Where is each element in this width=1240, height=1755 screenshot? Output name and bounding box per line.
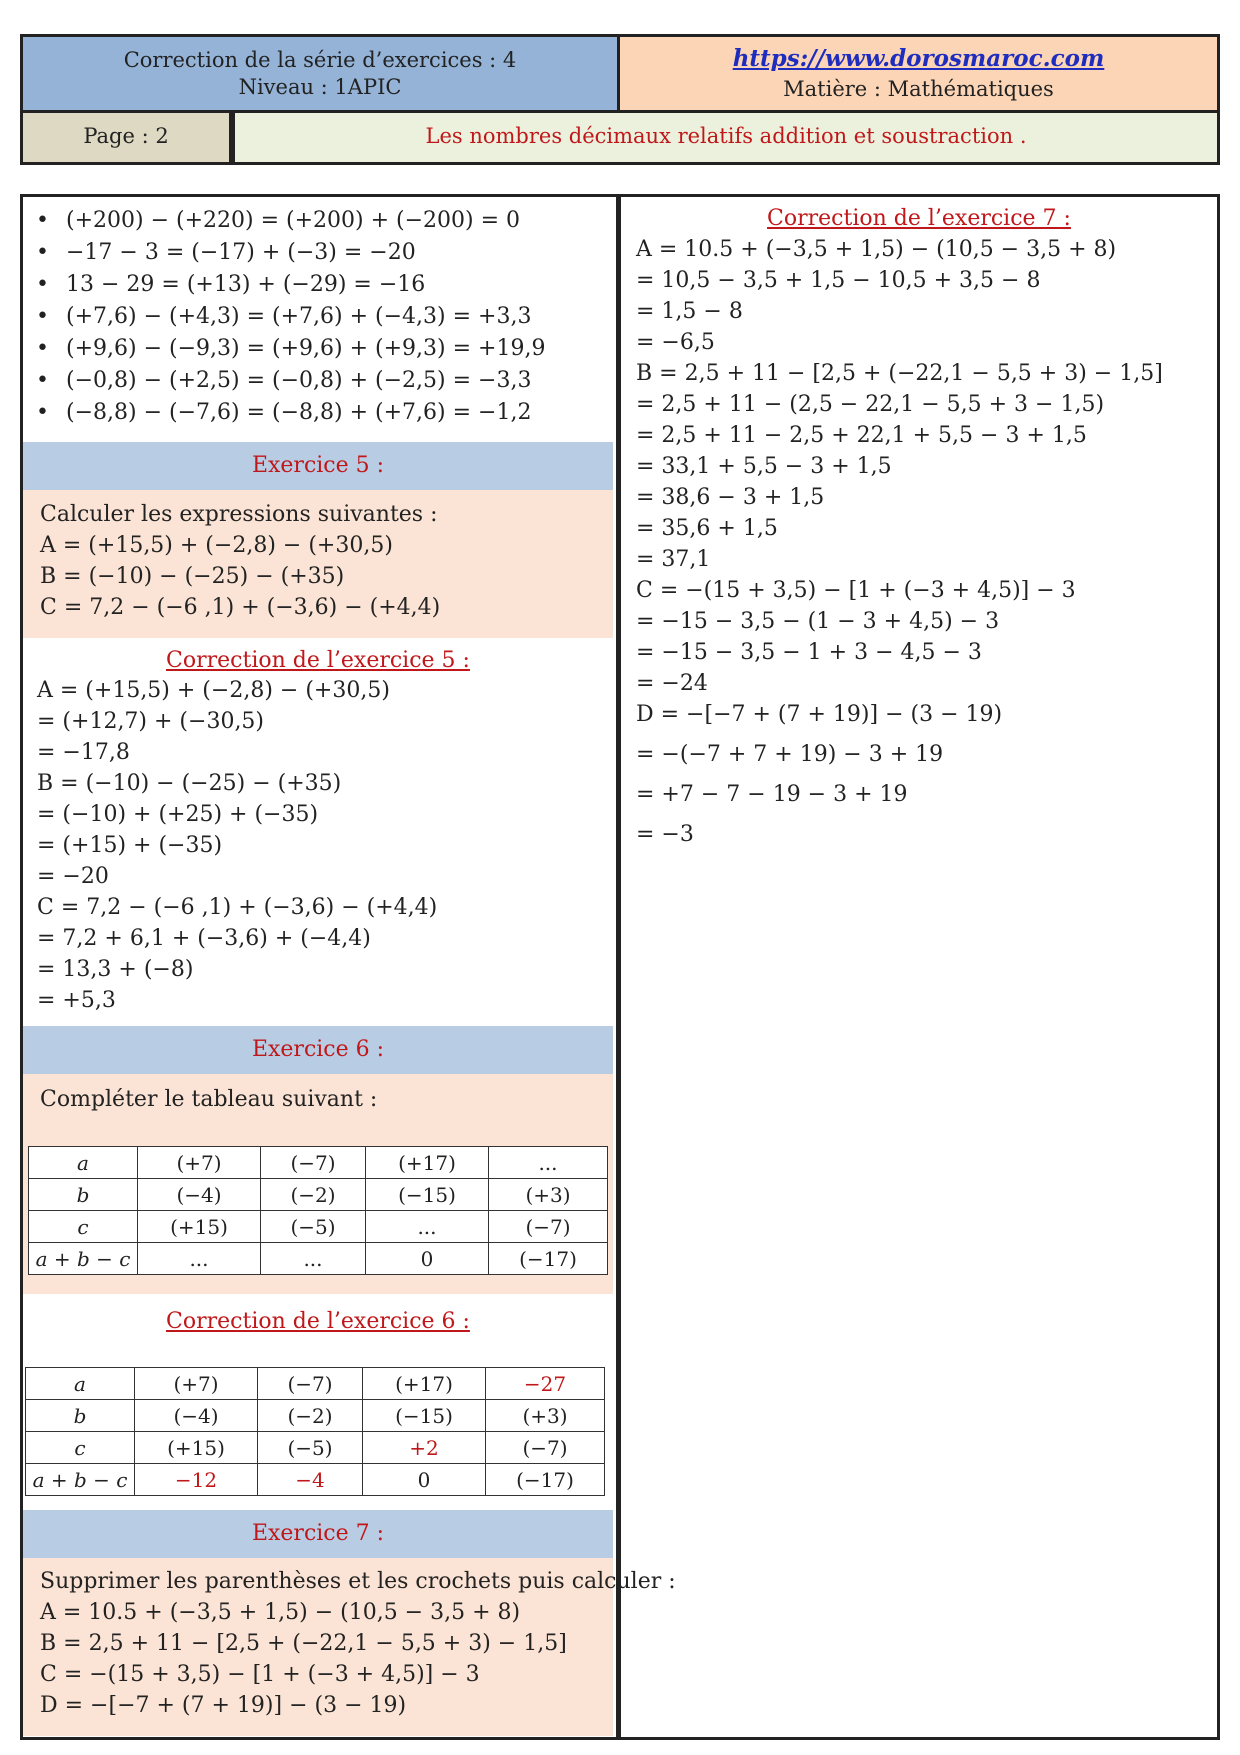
list-item: • −17 − 3 = (−17) + (−3) = −20: [66, 239, 416, 267]
correction-7-line: = 1,5 − 8: [636, 299, 743, 324]
table-cell: 0: [363, 1464, 486, 1496]
correction-5-line: C = 7,2 − (−6 ,1) + (−3,6) − (+4,4): [37, 895, 438, 920]
list-item: • (+200) − (+220) = (+200) + (−200) = 0: [66, 207, 520, 235]
correction-7-line: = 35,6 + 1,5: [636, 516, 778, 541]
table-cell: (+3): [489, 1179, 608, 1211]
correction-7-line: = 37,1: [636, 547, 711, 572]
correction-5-line: = (+12,7) + (−30,5): [37, 709, 265, 734]
table-cell: c: [29, 1211, 138, 1243]
table-cell: ...: [489, 1147, 608, 1179]
table-cell: a + b − c: [26, 1464, 135, 1496]
correction-7-line: = −15 − 3,5 − 1 + 3 − 4,5 − 3: [636, 640, 982, 665]
table-cell: (−4): [138, 1179, 261, 1211]
correction-6-title: Correction de l’exercice 6 :: [166, 1309, 470, 1334]
list-item: • (−8,8) − (−7,6) = (−8,8) + (+7,6) = −1,2: [66, 399, 531, 427]
exercise-7-line: C = −(15 + 3,5) − [1 + (−3 + 4,5)] − 3: [40, 1662, 480, 1687]
correction-5-line: = (+15) + (−35): [37, 833, 223, 858]
exercise-5-line: B = (−10) − (−25) − (+35): [40, 564, 345, 589]
table-cell: (−5): [258, 1432, 363, 1464]
exercise-5-title: Exercice 5 :: [23, 442, 613, 490]
table-cell: (+7): [135, 1368, 258, 1400]
table-cell: c: [26, 1432, 135, 1464]
exercise-5-line: A = (+15,5) + (−2,8) − (+30,5): [40, 533, 393, 558]
correction-7-line: = 38,6 − 3 + 1,5: [636, 485, 825, 510]
table-row: [29, 1179, 608, 1211]
table-row: [26, 1368, 605, 1400]
page-number: Page : 2: [20, 113, 232, 165]
exercise-7-line: A = 10.5 + (−3,5 + 1,5) − (10,5 − 3,5 + 8): [40, 1600, 521, 1625]
correction-7-line: = 33,1 + 5,5 − 3 + 1,5: [636, 454, 892, 479]
correction-5-line: = 13,3 + (−8): [37, 957, 194, 982]
correction-5-line: A = (+15,5) + (−2,8) − (+30,5): [37, 678, 390, 703]
table-cell: b: [26, 1400, 135, 1432]
level-label: Niveau : 1APIC: [238, 75, 402, 99]
table-cell: (+3): [486, 1400, 605, 1432]
correction-7-line: = −24: [636, 671, 708, 696]
table-row: [26, 1464, 605, 1496]
correction-7-line: = −6,5: [636, 330, 715, 355]
table-cell: (−7): [486, 1432, 605, 1464]
table-cell: a + b − c: [29, 1243, 138, 1275]
table-cell: ...: [261, 1243, 366, 1275]
table-cell: (−5): [261, 1211, 366, 1243]
correction-5-line: = 7,2 + 6,1 + (−3,6) + (−4,4): [37, 926, 371, 951]
list-item: • (+7,6) − (+4,3) = (+7,6) + (−4,3) = +3,3: [66, 303, 531, 331]
table-cell: (+17): [366, 1147, 489, 1179]
topic-title: Les nombres décimaux relatifs addition et soustraction .: [232, 113, 1220, 165]
exercise-6-intro: Compléter le tableau suivant :: [40, 1087, 378, 1112]
correction-5-line: = −17,8: [37, 740, 130, 765]
table-row: [26, 1432, 605, 1464]
exercise-7-line: D = −[−7 + (7 + 19)] − (3 − 19): [40, 1693, 407, 1718]
correction-7-line: = −(−7 + 7 + 19) − 3 + 19: [636, 742, 944, 767]
exercise-7-title: Exercice 7 :: [23, 1510, 613, 1558]
table-cell-answer: −4: [258, 1464, 363, 1496]
exercise-7-line: B = 2,5 + 11 − [2,5 + (−22,1 − 5,5 + 3) − 1,5]: [40, 1631, 567, 1656]
site-link[interactable]: https://www.dorosmaroc.com: [732, 45, 1105, 72]
exercise-7-intro: Supprimer les parenthèses et les crochets puis calculer :: [40, 1569, 676, 1594]
header-site-box: [620, 34, 1220, 113]
table-cell: (−15): [363, 1400, 486, 1432]
table-cell: (+7): [138, 1147, 261, 1179]
correction-7-line: C = −(15 + 3,5) − [1 + (−3 + 4,5)] − 3: [636, 578, 1076, 603]
correction-5-title: Correction de l’exercice 5 :: [166, 648, 470, 673]
table-row: [29, 1243, 608, 1275]
table-cell: ...: [366, 1211, 489, 1243]
list-item: • (−0,8) − (+2,5) = (−0,8) + (−2,5) = −3,3: [66, 367, 531, 395]
list-item: • 13 − 29 = (+13) + (−29) = −16: [66, 271, 425, 299]
series-title: Correction de la série d’exercices : 4: [123, 48, 517, 72]
correction-7-line: = 2,5 + 11 − (2,5 − 22,1 − 5,5 + 3 − 1,5): [636, 392, 1105, 417]
correction-5-line: = +5,3: [37, 988, 116, 1013]
table-cell: (+15): [138, 1211, 261, 1243]
table-row: [29, 1211, 608, 1243]
table-cell-answer: +2: [363, 1432, 486, 1464]
correction-7-line: = 10,5 − 3,5 + 1,5 − 10,5 + 3,5 − 8: [636, 268, 1041, 293]
table-cell: a: [26, 1368, 135, 1400]
table-cell: (+15): [135, 1432, 258, 1464]
table-cell: (−4): [135, 1400, 258, 1432]
correction-7-line: = +7 − 7 − 19 − 3 + 19: [636, 782, 908, 807]
table-cell: (−17): [486, 1464, 605, 1496]
table-cell: (−17): [489, 1243, 608, 1275]
correction-6-table: [25, 1367, 605, 1496]
table-cell-answer: −12: [135, 1464, 258, 1496]
correction-7-line: B = 2,5 + 11 − [2,5 + (−22,1 − 5,5 + 3) − 1,5]: [636, 361, 1163, 386]
table-cell: (−7): [489, 1211, 608, 1243]
table-cell: (+17): [363, 1368, 486, 1400]
column-divider: [616, 194, 621, 1740]
correction-7-line: = −3: [636, 822, 694, 847]
table-cell: (−2): [261, 1179, 366, 1211]
list-item: • (+9,6) − (−9,3) = (+9,6) + (+9,3) = +19,9: [66, 335, 545, 363]
table-row: [26, 1400, 605, 1432]
subject-label: Matière : Mathématiques: [783, 77, 1054, 101]
correction-5-line: = (−10) + (+25) + (−35): [37, 802, 319, 827]
correction-7-line: A = 10.5 + (−3,5 + 1,5) − (10,5 − 3,5 + 8): [636, 237, 1117, 262]
table-row: [29, 1147, 608, 1179]
table-cell: 0: [366, 1243, 489, 1275]
table-cell: b: [29, 1179, 138, 1211]
exercise-5-intro: Calculer les expressions suivantes :: [40, 502, 438, 527]
correction-7-title: Correction de l’exercice 7 :: [767, 206, 1071, 231]
table-cell: ...: [138, 1243, 261, 1275]
table-cell: a: [29, 1147, 138, 1179]
table-cell: (−2): [258, 1400, 363, 1432]
correction-7-line: = −15 − 3,5 − (1 − 3 + 4,5) − 3: [636, 609, 1000, 634]
exercise-6-title: Exercice 6 :: [23, 1026, 613, 1074]
correction-5-line: = −20: [37, 864, 109, 889]
correction-7-line: = 2,5 + 11 − 2,5 + 22,1 + 5,5 − 3 + 1,5: [636, 423, 1087, 448]
table-cell: (−15): [366, 1179, 489, 1211]
correction-5-line: B = (−10) − (−25) − (+35): [37, 771, 342, 796]
correction-7-line: D = −[−7 + (7 + 19)] − (3 − 19): [636, 702, 1003, 727]
table-cell: (−7): [261, 1147, 366, 1179]
header-title-box: [20, 34, 620, 113]
exercise-5-line: C = 7,2 − (−6 ,1) + (−3,6) − (+4,4): [40, 595, 441, 620]
exercise-6-table: [28, 1146, 608, 1275]
table-cell-answer: −27: [486, 1368, 605, 1400]
table-cell: (−7): [258, 1368, 363, 1400]
